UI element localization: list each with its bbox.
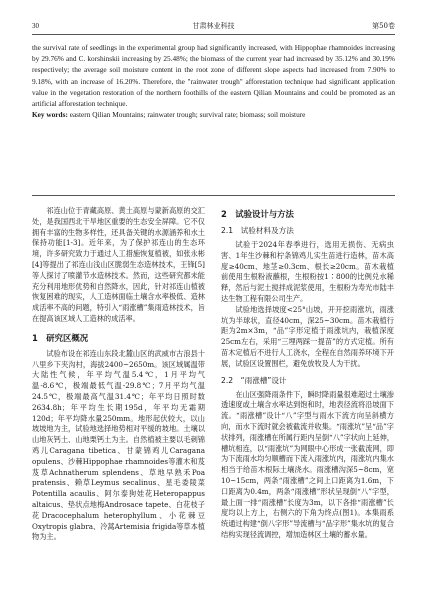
section-1-heading: 1 研究区概况 xyxy=(32,332,89,343)
left-column xyxy=(32,206,205,543)
subsection-2-2-paragraph: 在山区强降雨条件下，瞬时降雨量很难超过土壤渗透速度或土壤含水率达到饱和时，地表径流将沿坡面下流。“雨涨槽”设计“八”字型与雨水下流方向呈斜横方向，而水下流时就会被截流并收集。“雨涨坑”呈“品”字状排列，雨涨槽在所属行距内呈倒“八”字状向上延伸，槽坑相连，以“雨涨坑”为网眼中心形成一张截流网，即为下流雨水均匀顺槽而下流入雨涨坑内，雨涨坑内集水相当于给苗木根际土壤浇水。雨涨槽沟深5~8cm，宽10~15cm，两条“雨涨槽”之间上口距离为1.6m，下口距离为0.4m，两条“雨涨槽”形状呈现倒“八”字型，最上面一排“雨涨槽”长度为3m，以下各排“雨涨槽”长度均以上方上，右侧六的下角为终点(图1)。本集雨系统通过构建“倒八字形”导流槽与“品字形”集水坑的复合结构实现径流调控，增加造林区土壤的蓄水量。 xyxy=(221,389,394,539)
abstract-text: the survival rate of seedlings in the experimental group had significantly increased, with Hippophae rhamnoides increasing by 29.76% and C. korshinskii increasing by 25.48%; the biomass of the current year had increased by 35.12% and 30.19% respectively; the average soil moisture content in the root zone of different slope aspects had increased from 7.90% to 9.18%, with an increase of 16.20%. Therefore, the "rainwater trough" afforestation technique had significant application value in the vegetation restoration of the northern foothills of the eastern Qilian Mountains and could be promoted as an artificial afforestation technique. xyxy=(32,43,395,109)
journal-name: 甘肃林业科技 xyxy=(192,22,235,30)
running-header xyxy=(32,20,395,35)
page-number: 30 xyxy=(32,22,39,30)
abstract-divider xyxy=(32,195,395,196)
section-1-paragraph: 试验布设在祁连山东段北麓山区的武威市古浪县十八里乡下夹沟村，海拔2400~2650m。该区域属温带大陆性气候，年平均气温5.4℃，1月平均气温-8.6℃，极端最低气温-29.8℃；7月平均气温24.5℃，极端最高气温31.4℃；年平均日照时数2634.8h；年平均生长期195d，年平均无霜期120d；年平均降水量250mm。地形起伏较大，以山坡坡地为主，试验地选择地势相对平缓的坡地。土壤以山地灰钙土、山地栗钙土为主。自然植被主要以毛刺锦鸡儿Caragana tibetica、甘蒙锦鸡儿Caragana opulens、沙棘Hippophae rhamnoides等灌木和芨芨草Achnatherum splendens、草地早熟禾Poa pratensis、赖草Leymus secalinus、星毛委陵菜Potentilla acaulis、阿尔泰狗娃花Heteropappus altaicus、垫状点地梅Androsace tapete、白花枝子花Dracocephalum heterophyllum、小花棘豆Oxytropis glabra、冷蒿Artemisia frigida等草本植物为主。 xyxy=(32,348,205,542)
keywords-label: Key words: xyxy=(32,110,68,120)
subsection-2-2-heading: 2.2 “雨涨槽”设计 xyxy=(221,375,287,385)
english-abstract xyxy=(32,42,395,120)
right-column xyxy=(221,206,394,541)
subsection-2-1-heading: 2.1 试验材料及方法 xyxy=(221,226,294,235)
subsection-2-1-paragraph-1: 试验于2024年春季进行，选用无损伤、无病虫害、1年生沙棘和柠条锦鸡儿实生苗进行造林，苗木高度≥40cm、地茎≥0.3cm、根长≥20cm。苗木栽植前使用生根粉液蘸根，生根粉按1∶800的比例兑水稀释，然后与泥土搅拌成泥浆使用，生根粉为寿光市陆丰达生物工程有限公司生产。 xyxy=(221,240,394,303)
subsection-2-1-paragraph-2: 试验地选择坡度<25°山坡，开开挖雨涨坑，雨涨坑为半球状，直径40cm，深25~30cm。苗木栽植行距为2m×3m，“品”字形定植于雨涨坑内，栽植深度25cm左右，采用“三埋两踩一提苗”的方式定植。所有苗木定植后不进行人工浇水，全程在自然雨养环境下开展，试验区设置围栏，避免放牧及人为干扰。 xyxy=(221,304,394,368)
keywords-line xyxy=(32,109,395,120)
keywords-text: eastern Qilian Mountains; rainwater trough; survival rate; biomass; soil moisture xyxy=(69,110,306,120)
section-2-heading: 2 试验设计与方法 xyxy=(221,209,294,219)
volume-label: 第50卷 xyxy=(372,22,395,30)
intro-paragraph: 祁连山位于青藏高原、黄土高原与蒙新高原的交汇处，是我国西北干旱地区重要的生态安全屏障。它不仅拥有丰富的生物多样性，还具备关键的水源涵养和水土保持功能[1-3]。近年来，为了保护祁连山的生态环境，许多研究致力于通过人工措施恢复植被，如张永彬[4]等提出了祁连山浅山区脆弱生态造林技术，王锋[5]等人探讨了喷灌节水造林技术。然而，这些研究都未能充分利用地形优势和自然降水，因此，针对祁连山植被恢复困难的现实，人工造林面临土壤含水率极低、造林成活率不高的问题，特引入“雨涨槽”集雨造林技术，旨在提高该区域人工造林的成活率。 xyxy=(32,206,205,323)
